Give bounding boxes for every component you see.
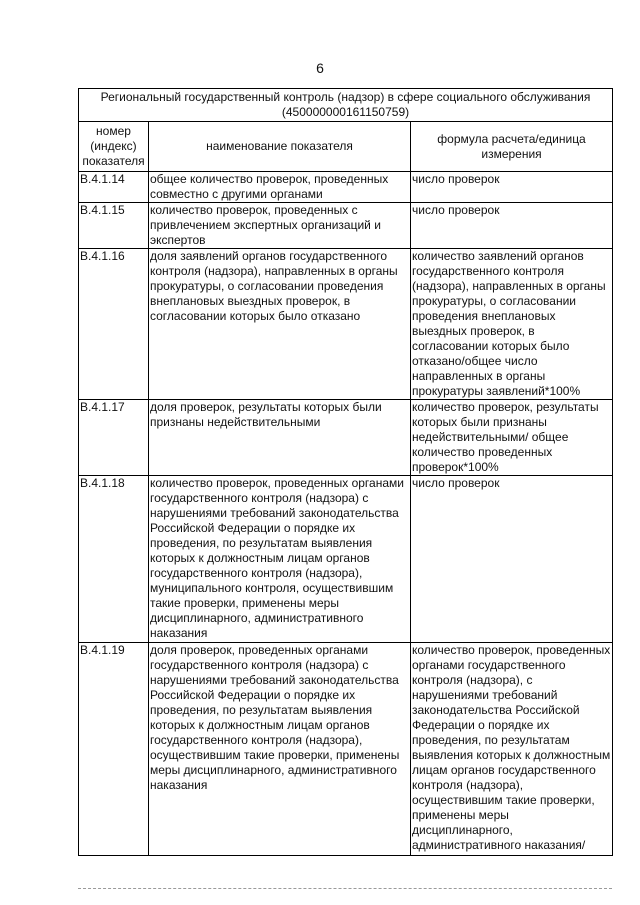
indicator-name: доля заявлений органов государственного контроля (надзора), направленных в органы прокуратуры, о согласовании проведения внеплановых выездных проверок, в согласовании которых было отказано [149, 249, 411, 400]
table-row [79, 643, 613, 856]
table-header-row [79, 122, 613, 172]
indicator-formula: количество проверок, результаты которых были признаны недействительными/ общее количество проведенных проверок*100% [411, 400, 613, 476]
header-formula: формула расчета/единица измерения [411, 122, 613, 172]
indicator-formula: количество заявлений органов государственного контроля (надзора), направленных в органы прокуратуры, о согласовании проведения внеплановых выездных проверок, в согласовании которых было отказано/общее число направленных в органы прокуратуры заявлений*100% [411, 249, 613, 400]
page-continuation-line [78, 888, 612, 889]
indicator-formula: количество проверок, проведенных органами государственного контроля (надзора), с нарушениями требований законодательства Российской Федерации о порядке их проведения, по результатам выявления которых к должностным лицам органов государственного контроля (надзора), осуществившим такие проверки, применены меры дисциплинарного, административного наказания/ [411, 643, 613, 856]
indicator-code: В.4.1.17 [79, 400, 149, 476]
indicator-name: количество проверок, проведенных органами государственного контроля (надзора) с нарушениями требований законодательства Российской Федерации о порядке их проведения, по результатам выявления которых к должностным лицам органов государственного контроля (надзора), муниципального контроля, осуществившим такие проверки, применены меры дисциплинарного, административного наказания [149, 476, 411, 643]
table-row [79, 400, 613, 476]
table-row [79, 172, 613, 203]
indicator-name: общее количество проверок, проведенных совместно с другими органами [149, 172, 411, 203]
indicator-code: В.4.1.14 [79, 172, 149, 203]
indicator-code: В.4.1.15 [79, 203, 149, 249]
table-row [79, 249, 613, 400]
indicators-table [78, 88, 613, 856]
header-name: наименование показателя [149, 122, 411, 172]
indicator-name: доля проверок, проведенных органами государственного контроля (надзора) с нарушениями требований законодательства Российской Федерации о порядке их проведения, по результатам выявления которых к должностным лицам органов государственного контроля (надзора), осуществившим такие проверки, применены меры дисциплинарного, административного наказания [149, 643, 411, 856]
table-row [79, 476, 613, 643]
indicator-code: В.4.1.18 [79, 476, 149, 643]
page-number: 6 [316, 60, 324, 76]
indicator-code: В.4.1.19 [79, 643, 149, 856]
table-title: Региональный государственный контроль (надзор) в сфере социального обслуживания [100, 90, 591, 104]
indicator-name: доля проверок, результаты которых были признаны недействительными [149, 400, 411, 476]
table-title-row [79, 89, 613, 122]
indicator-code: В.4.1.16 [79, 249, 149, 400]
table-row [79, 203, 613, 249]
indicator-formula: число проверок [411, 172, 613, 203]
indicator-formula: число проверок [411, 476, 613, 643]
header-index: номер (индекс) показателя [79, 122, 149, 172]
table-title-cell [79, 89, 613, 122]
table-title-code: (450000000161150759) [281, 105, 410, 119]
indicator-formula: число проверок [411, 203, 613, 249]
indicator-name: количество проверок, проведенных с привлечением экспертных организаций и экспертов [149, 203, 411, 249]
